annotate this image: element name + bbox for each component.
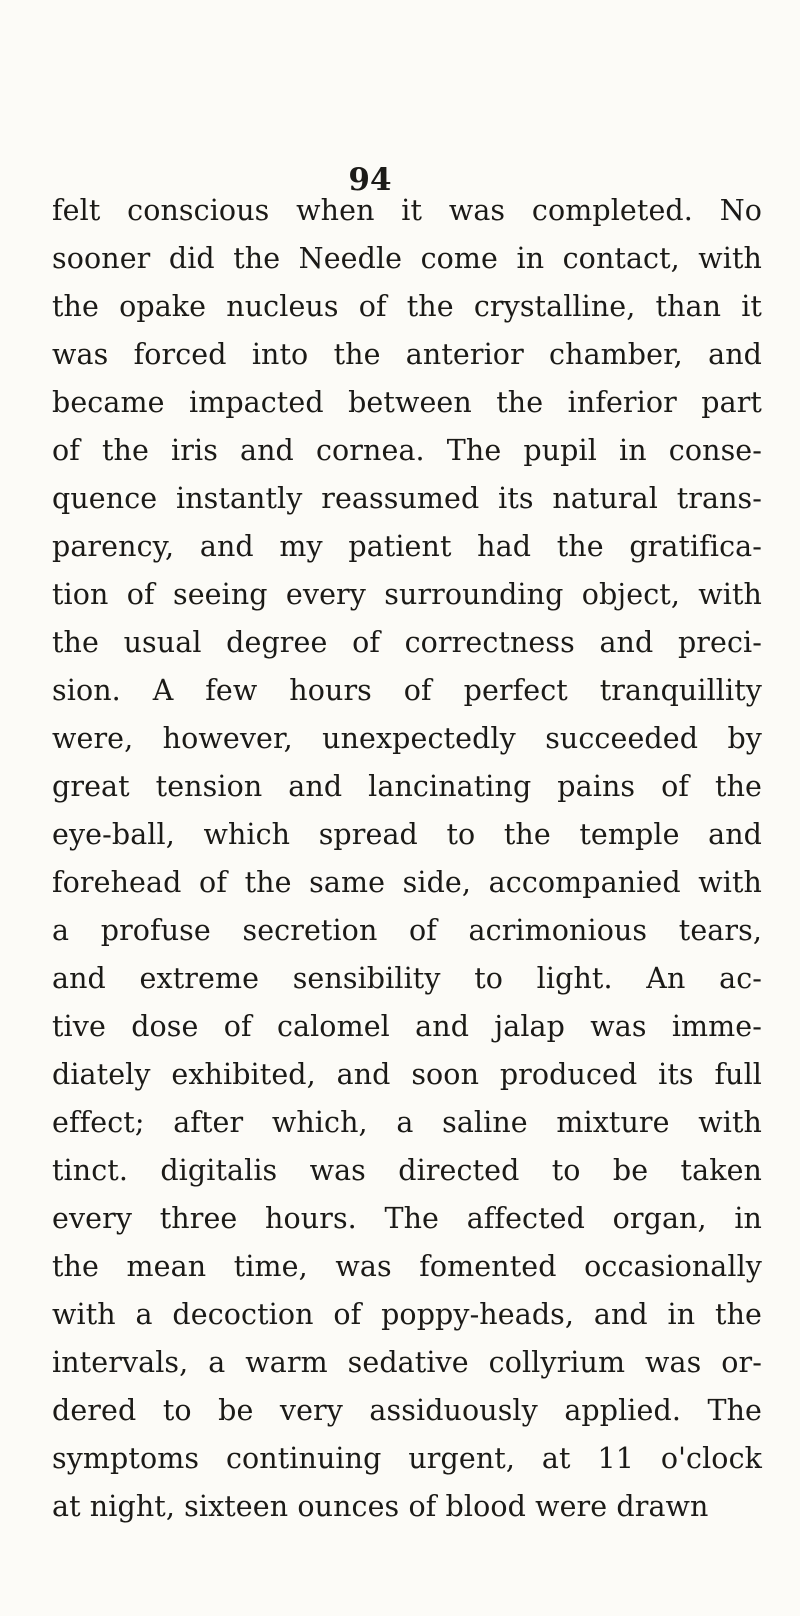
text-line: tion of seeing every surrounding object, with bbox=[52, 578, 762, 611]
text-line: a profuse secretion of acrimonious tears, bbox=[52, 914, 762, 947]
text-line: at night, sixteen ounces of blood were drawn bbox=[52, 1490, 709, 1523]
text-line: were, however, unexpectedly succeeded by bbox=[52, 722, 762, 755]
page-number: 94 bbox=[348, 162, 392, 198]
text-line: tinct. digitalis was directed to be taken bbox=[52, 1154, 762, 1187]
text-line: felt conscious when it was completed. No bbox=[52, 194, 762, 227]
text-line: became impacted between the inferior part bbox=[52, 386, 762, 419]
text-line: quence instantly reassumed its natural trans- bbox=[52, 482, 762, 515]
text-line: diately exhibited, and soon produced its full bbox=[52, 1058, 762, 1091]
text-line: forehead of the same side, accompanied with bbox=[52, 866, 762, 899]
text-line: the mean time, was fomented occasionally bbox=[52, 1250, 762, 1283]
text-line: and extreme sensibility to light. An ac- bbox=[52, 962, 762, 995]
body-text bbox=[52, 187, 762, 1531]
text-line: the usual degree of correctness and preci- bbox=[52, 626, 762, 659]
text-line: sion. A few hours of perfect tranquillity bbox=[52, 674, 762, 707]
text-line: great tension and lancinating pains of the bbox=[52, 770, 762, 803]
text-line: effect; after which, a saline mixture with bbox=[52, 1106, 762, 1139]
text-line: of the iris and cornea. The pupil in conse- bbox=[52, 434, 762, 467]
text-line: symptoms continuing urgent, at 11 o'clock bbox=[52, 1442, 762, 1475]
text-line: every three hours. The affected organ, in bbox=[52, 1202, 762, 1235]
text-line: tive dose of calomel and jalap was imme- bbox=[52, 1010, 762, 1043]
text-line: sooner did the Needle come in contact, with bbox=[52, 242, 762, 275]
text-line: parency, and my patient had the gratifica- bbox=[52, 530, 762, 563]
text-line: intervals, a warm sedative collyrium was or- bbox=[52, 1346, 762, 1379]
text-line: was forced into the anterior chamber, and bbox=[52, 338, 762, 371]
text-line: the opake nucleus of the crystalline, than it bbox=[52, 290, 762, 323]
text-line: with a decoction of poppy-heads, and in the bbox=[52, 1298, 762, 1331]
text-line: eye-ball, which spread to the temple and bbox=[52, 818, 762, 851]
text-line: dered to be very assiduously applied. The bbox=[52, 1394, 762, 1427]
